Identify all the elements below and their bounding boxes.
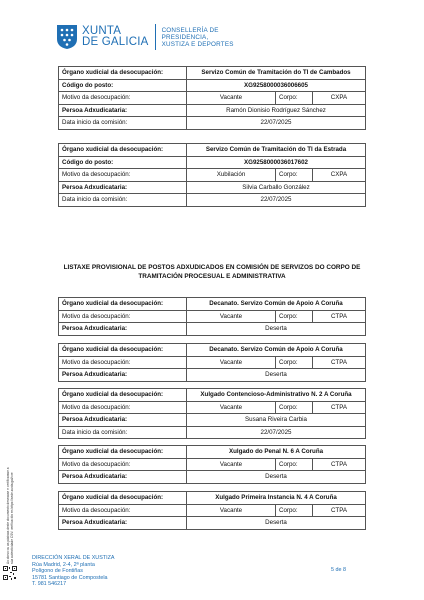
persoa-value: Susana Riveira Carbia <box>187 414 366 427</box>
motivo-row <box>59 356 366 369</box>
organo-label: Órgano xudicial da desocupación: <box>59 492 187 505</box>
data-row <box>59 117 366 130</box>
motivo-label: Motivo da desocupación: <box>59 504 187 517</box>
record-table <box>58 491 366 530</box>
data-label: Data inicio da comisión: <box>59 194 187 207</box>
persoa-label: Persoa Adxudicataria: <box>59 323 187 336</box>
data-row <box>59 426 366 439</box>
organo-row <box>59 446 366 459</box>
organo-label: Órgano xudicial da desocupación: <box>59 144 187 157</box>
record-table <box>58 445 366 484</box>
record-table <box>58 343 366 382</box>
organo-label: Órgano xudicial da desocupación: <box>59 298 187 311</box>
motivo-label: Motivo da desocupación: <box>59 169 187 182</box>
organo-row <box>59 389 366 402</box>
persoa-row <box>59 471 366 484</box>
page-number: 5 de 8 <box>331 567 346 573</box>
corpo-value: CTPA <box>313 310 366 323</box>
corpo-label: Corpo: <box>276 504 313 517</box>
motivo-value: Xubilación <box>187 169 276 182</box>
section-title: LISTAXE PROVISIONAL DE POSTOS ADXUDICADOS EN COMISIÓN DE SERVIZOS DO CORPO DE TRAMITACIÓN PROCESUAL E ADMINISTRATIVA <box>63 264 361 280</box>
persoa-label: Persoa Adxudicataria: <box>59 369 187 382</box>
motivo-label: Motivo da desocupación: <box>59 92 187 105</box>
motivo-row <box>59 401 366 414</box>
motivo-label: Motivo da desocupación: <box>59 458 187 471</box>
footer-address: DIRECCIÓN XERAL DE XUSTIZA Rúa Madrid, 2-4, 2ª planta Polígono de Fontiñas 15781 Santiago de Compostela T. 981 546217 <box>32 555 115 588</box>
persoa-value: Deserta <box>187 369 366 382</box>
persoa-value: Deserta <box>187 471 366 484</box>
corpo-label: Corpo: <box>276 401 313 414</box>
motivo-value: Vacante <box>187 92 276 105</box>
codigo-value: XG9258000036017602 <box>187 156 366 169</box>
persoa-row <box>59 104 366 117</box>
organo-value: Servizo Común de Tramitación do TI da Estrada <box>187 144 366 157</box>
qr-code-icon <box>3 566 17 580</box>
record-table <box>58 66 366 130</box>
record-table <box>58 297 366 336</box>
persoa-row <box>59 323 366 336</box>
codigo-value: XG9258000036006605 <box>187 79 366 92</box>
corpo-label: Corpo: <box>276 169 313 182</box>
data-value: 22/07/2025 <box>187 426 366 439</box>
motivo-row <box>59 169 366 182</box>
persoa-label: Persoa Adxudicataria: <box>59 104 187 117</box>
codigo-label: Código do posto: <box>59 156 187 169</box>
corpo-label: Corpo: <box>276 458 313 471</box>
persoa-row <box>59 369 366 382</box>
persoa-label: Persoa Adxudicataria: <box>59 471 187 484</box>
organo-row <box>59 492 366 505</box>
persoa-value: Deserta <box>187 323 366 336</box>
motivo-row <box>59 458 366 471</box>
organo-row <box>59 144 366 157</box>
persoa-label: Persoa Adxudicataria: <box>59 517 187 530</box>
corpo-label: Corpo: <box>276 310 313 323</box>
record-table <box>58 143 366 207</box>
organo-value: Servizo Común de Tramitación do TI de Cambados <box>187 67 366 80</box>
organo-value: Xulgado Primeira Instancia N. 4 A Coruña <box>187 492 366 505</box>
corpo-value: CXPA <box>313 92 366 105</box>
data-value: 22/07/2025 <box>187 194 366 207</box>
motivo-value: Vacante <box>187 504 276 517</box>
persoa-row <box>59 181 366 194</box>
conselleria-name: CONSELLERÍA DE PRESIDENCIA, XUSTIZA E DEPORTES <box>161 26 234 48</box>
motivo-label: Motivo da desocupación: <box>59 310 187 323</box>
organo-label: Órgano xudicial da desocupación: <box>59 344 187 357</box>
motivo-row <box>59 310 366 323</box>
page-header <box>56 22 234 52</box>
record-table <box>58 388 366 439</box>
corpo-label: Corpo: <box>276 356 313 369</box>
corpo-value: CTPA <box>313 356 366 369</box>
organo-label: Órgano xudicial da desocupación: <box>59 67 187 80</box>
codigo-row <box>59 156 366 169</box>
motivo-value: Vacante <box>187 458 276 471</box>
corpo-value: CTPA <box>313 401 366 414</box>
organo-value: Xulgado do Penal N. 6 A Coruña <box>187 446 366 459</box>
corpo-label: Corpo: <box>276 92 313 105</box>
data-label: Data inicio da comisión: <box>59 117 187 130</box>
persoa-label: Persoa Adxudicataria: <box>59 181 187 194</box>
xunta-logo-icon <box>56 24 78 50</box>
csv-sidebar <box>4 466 20 564</box>
organo-value: Decanato. Servizo Común de Apoio A Coruña <box>187 298 366 311</box>
motivo-value: Vacante <box>187 310 276 323</box>
persoa-value: Ramón Dionisio Rodríguez Sánchez <box>187 104 366 117</box>
data-row <box>59 194 366 207</box>
codigo-row <box>59 79 366 92</box>
persoa-row <box>59 517 366 530</box>
persoa-value: Deserta <box>187 517 366 530</box>
organo-label: Órgano xudicial da desocupación: <box>59 446 187 459</box>
data-value: 22/07/2025 <box>187 117 366 130</box>
motivo-label: Motivo da desocupación: <box>59 356 187 369</box>
organo-row <box>59 298 366 311</box>
motivo-row <box>59 504 366 517</box>
csv-verification-text: Ao dorso ou as páxinas deste documento desexase e certificarase a súa autenticidade CSV: verificación en https://sede.xunta.gal/cve <box>6 467 14 564</box>
motivo-value: Vacante <box>187 356 276 369</box>
persoa-value: Silvia Carballo González <box>187 181 366 194</box>
organo-row <box>59 67 366 80</box>
organo-label: Órgano xudicial da desocupación: <box>59 389 187 402</box>
corpo-value: CXPA <box>313 169 366 182</box>
persoa-row <box>59 414 366 427</box>
xunta-wordmark: XUNTA DE GALICIA <box>82 25 149 48</box>
codigo-label: Código do posto: <box>59 79 187 92</box>
organo-value: Xulgado Contencioso-Administrativo N. 2 A Coruña <box>187 389 366 402</box>
organo-row <box>59 344 366 357</box>
persoa-label: Persoa Adxudicataria: <box>59 414 187 427</box>
header-divider <box>155 24 156 50</box>
corpo-value: CTPA <box>313 458 366 471</box>
motivo-row <box>59 92 366 105</box>
organo-value: Decanato. Servizo Común de Apoio A Coruña <box>187 344 366 357</box>
motivo-value: Vacante <box>187 401 276 414</box>
motivo-label: Motivo da desocupación: <box>59 401 187 414</box>
data-label: Data inicio da comisión: <box>59 426 187 439</box>
corpo-value: CTPA <box>313 504 366 517</box>
